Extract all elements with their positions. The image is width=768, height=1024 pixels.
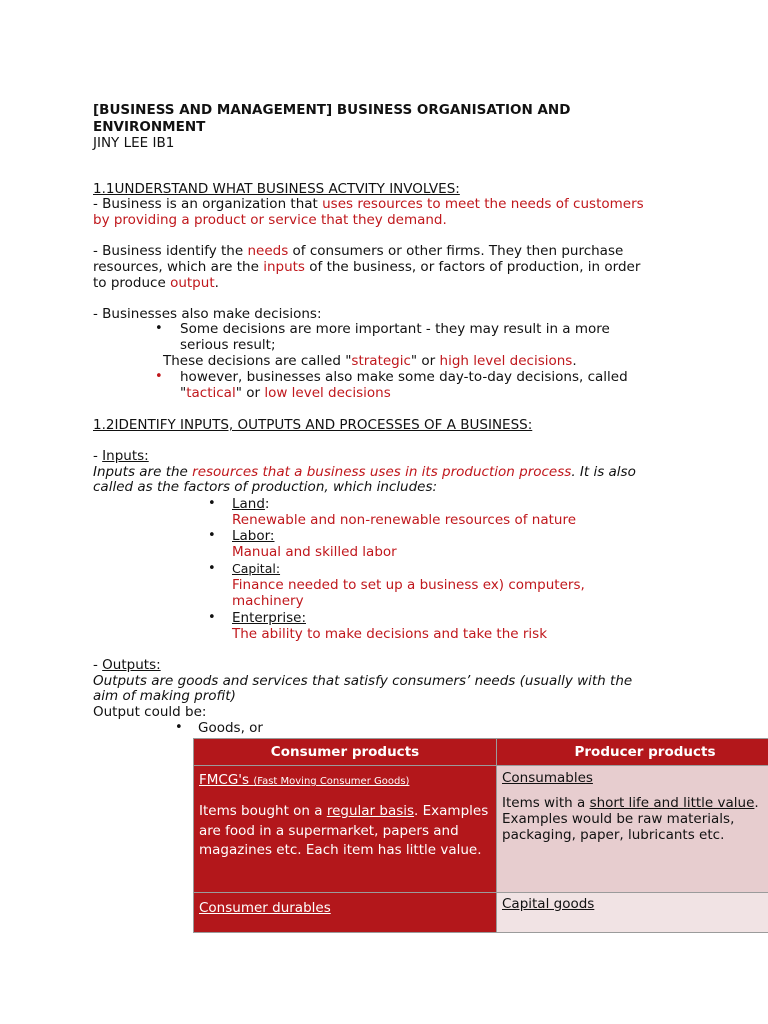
cell-fmcg <box>194 766 497 893</box>
text: : <box>264 496 270 512</box>
text: Items bought on a <box>199 803 327 819</box>
text: Items with a <box>502 795 590 811</box>
factor-land-desc: Renewable and non-renewable resources of nature <box>232 512 577 528</box>
text: to produce <box>93 275 171 291</box>
short-life: short life and little value <box>589 795 755 811</box>
products-table <box>193 738 768 933</box>
strategic-decisions-line <box>163 353 577 369</box>
consumer-durables-title: Consumer durables <box>199 900 331 916</box>
highlight-inputs: inputs <box>263 259 305 275</box>
highlight-needs: needs <box>247 243 289 259</box>
text: . Examples are food in a supermarket, papers and magazines etc. Each item has little value. <box>199 803 489 858</box>
bullet-icon: • <box>208 561 216 576</box>
document-title-line1: [BUSINESS AND MANAGEMENT] BUSINESS ORGANISATION AND <box>93 102 571 118</box>
inputs-label: Inputs: <box>102 448 149 464</box>
regular-basis: regular basis <box>326 803 415 819</box>
factor-capital-name: Capital: <box>232 561 281 576</box>
text: . It is also <box>571 464 636 480</box>
decision-bullet-1-line2: serious result; <box>180 337 276 353</box>
fmcg-label: FMCG's <box>199 772 254 788</box>
section-heading-1-1: 1.1UNDERSTAND WHAT BUSINESS ACTVITY INVOLVES: <box>93 181 460 197</box>
factor-labor-desc: Manual and skilled labor <box>232 544 397 560</box>
section-heading-1-2: 1.2IDENTIFY INPUTS, OUTPUTS AND PROCESSES OF A BUSINESS: <box>93 417 533 433</box>
text: - Business is an organization that <box>93 196 323 212</box>
table-row <box>194 893 768 933</box>
bullet-icon: • <box>208 496 216 511</box>
outputs-description-line1: Outputs are goods and services that satisfy consumers’ needs (usually with the <box>93 673 633 689</box>
outputs-label: Outputs: <box>102 657 161 673</box>
text: " <box>180 385 187 401</box>
consumables-title: Consumables <box>502 770 593 786</box>
paragraph-needs-line2 <box>93 259 640 275</box>
fmcg-description <box>199 802 491 861</box>
paragraph-needs-line3 <box>93 275 219 291</box>
highlight-output: output <box>170 275 215 291</box>
factor-capital-desc-line1: Finance needed to set up a business ex) computers, <box>232 577 585 593</box>
paragraph-decisions: - Businesses also make decisions: <box>93 306 322 322</box>
text: - Business identify the <box>93 243 248 259</box>
outputs-heading <box>93 657 161 673</box>
text: of the business, or factors of production, in order <box>304 259 641 275</box>
factor-labor-name: Labor: <box>232 528 275 544</box>
factor-land-name <box>232 496 269 512</box>
bullet-icon: • <box>175 720 183 735</box>
bullet-icon: • <box>155 321 163 336</box>
text: . Examples would be raw materials, packaging, paper, lubricants etc. <box>502 795 759 843</box>
decision-bullet-2-line2 <box>180 385 391 401</box>
decision-bullet-1-line1: Some decisions are more important - they may result in a more <box>180 321 610 337</box>
fmcg-subtitle: (Fast Moving Consumer Goods) <box>253 776 410 787</box>
paragraph-business-definition-line2: by providing a product or service that they demand. <box>93 212 447 228</box>
cell-consumables <box>497 766 768 893</box>
bullet-icon: • <box>155 369 163 384</box>
author-line: JINY LEE IB1 <box>93 135 175 151</box>
text: Inputs are the <box>93 464 193 480</box>
table-row <box>194 766 768 893</box>
text: These decisions are called " <box>163 353 352 369</box>
factor-enterprise-desc: The ability to make decisions and take the risk <box>232 626 548 642</box>
document-title-line2: ENVIRONMENT <box>93 119 206 135</box>
paragraph-business-definition-line1 <box>93 196 644 212</box>
fmcg-title <box>199 772 491 790</box>
cell-capital-goods <box>497 893 768 933</box>
text: . <box>572 353 577 369</box>
factor-name: Land <box>232 496 265 512</box>
highlight-strategic: strategic <box>351 353 411 369</box>
highlight-resources: resources that a business uses in its production process <box>192 464 572 480</box>
factor-enterprise-name: Enterprise: <box>232 610 306 626</box>
text: of consumers or other firms. They then purchase <box>288 243 624 259</box>
highlight-high-level: high level decisions <box>439 353 573 369</box>
dash: - <box>93 657 103 673</box>
text: . <box>214 275 219 291</box>
bullet-icon: • <box>208 528 216 543</box>
highlight-tactical: tactical <box>186 385 236 401</box>
capital-goods-title: Capital goods <box>502 896 595 912</box>
outputs-description-line2: aim of making profit) <box>93 688 236 704</box>
factor-capital-desc-line2: machinery <box>232 593 304 609</box>
text: " or <box>410 353 440 369</box>
consumables-description <box>502 795 768 843</box>
header-consumer-products: Consumer products <box>194 739 497 766</box>
cell-consumer-durables <box>194 893 497 933</box>
inputs-description-line1 <box>93 464 636 480</box>
table-header-row <box>194 739 768 766</box>
output-goods: Goods, or <box>198 720 263 736</box>
dash: - <box>93 448 103 464</box>
decision-bullet-2-line1: however, businesses also make some day-to-day decisions, called <box>180 369 628 385</box>
inputs-heading <box>93 448 149 464</box>
paragraph-needs-line1 <box>93 243 623 259</box>
highlight-text: uses resources to meet the needs of customers <box>322 196 644 212</box>
text: resources, which are the <box>93 259 264 275</box>
inputs-description-line2: called as the factors of production, which includes: <box>93 479 438 495</box>
header-producer-products: Producer products <box>497 739 768 766</box>
text: " or <box>235 385 265 401</box>
output-could-be: Output could be: <box>93 704 207 720</box>
highlight-low-level: low level decisions <box>264 385 391 401</box>
bullet-icon: • <box>208 610 216 625</box>
